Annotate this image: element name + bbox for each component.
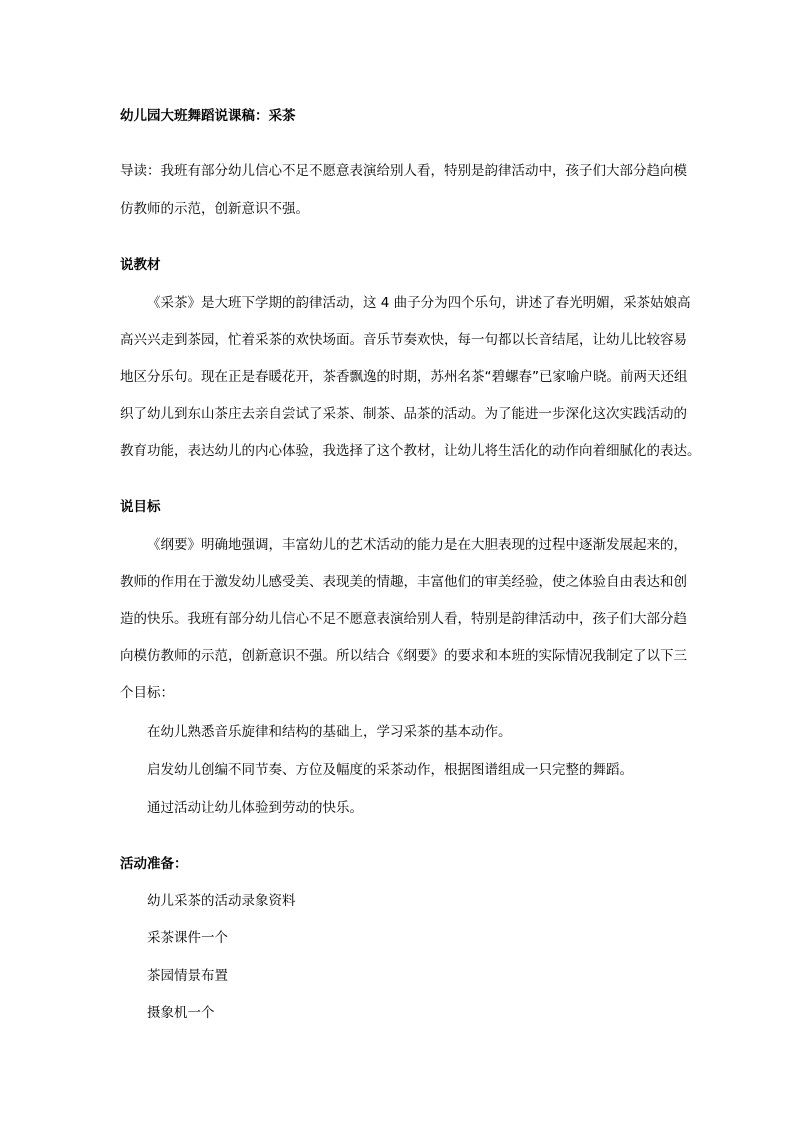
intro-line: 仿教师的示范，创新意识不强。 [120,201,309,217]
material-line: 《采茶》是大班下学期的韵律活动，这 4 曲子分为四个乐句，讲述了春光明媚，采茶姑娘高 [147,295,691,311]
preparation-item: 摄象机一个 [147,1005,215,1021]
goals-line: 教师的作用在于激发幼儿感受美、表现美的情趣，丰富他们的审美经验，使之体验自由表达和创 [120,574,687,590]
material-line: 织了幼儿到东山茶庄去亲自尝试了采茶、制茶、品茶的活动。为了能进一步深化这次实践活动的 [120,406,687,422]
material-line: 教育功能，表达幼儿的内心体验，我选择了这个教材，让幼儿将生活化的动作向着细腻化的表达。 [120,443,701,459]
section-heading-material: 说教材 [120,257,161,273]
material-line: 地区分乐句。现在正是春暖花开，茶香飘逸的时期，苏州名茶“碧螺春”已家喻户晓。前两天还组 [120,369,688,385]
preparation-item: 采茶课件一个 [147,930,228,946]
goal-item: 通过活动让幼儿体验到劳动的快乐。 [147,800,363,816]
goals-line: 《纲要》明确地强调，丰富幼儿的艺术活动的能力是在大胆表现的过程中逐渐发展起来的， [147,537,687,553]
goals-line: 向模仿教师的示范，创新意识不强。所以结合《纲要》的要求和本班的实际情况我制定了以下三 [120,648,687,664]
material-line: 高兴兴走到茶园，忙着采茶的欢快场面。音乐节奏欢快，每一句都以长音结尾，让幼儿比较容易 [120,332,687,348]
goals-line: 造的快乐。我班有部分幼儿信心不足不愿意表演给别人看，特别是韵律活动中，孩子们大部分趋 [120,611,687,627]
goal-item: 启发幼儿创编不同节奏、方位及幅度的采茶动作，根据图谱组成一只完整的舞蹈。 [147,762,633,778]
preparation-item: 幼儿采茶的活动录象资料 [147,893,296,909]
goals-line: 个目标： [120,685,174,701]
intro-line: 导读：我班有部分幼儿信心不足不愿意表演给别人看，特别是韵律活动中，孩子们大部分趋向模 [120,163,687,179]
goal-item: 在幼儿熟悉音乐旋律和结构的基础上，学习采茶的基本动作。 [147,724,512,740]
document-title: 幼儿园大班舞蹈说课稿：采茶 [120,108,296,124]
preparation-item: 茶园情景布置 [147,968,228,984]
section-heading-goals: 说目标 [120,499,161,515]
section-heading-preparation: 活动准备： [120,856,188,872]
